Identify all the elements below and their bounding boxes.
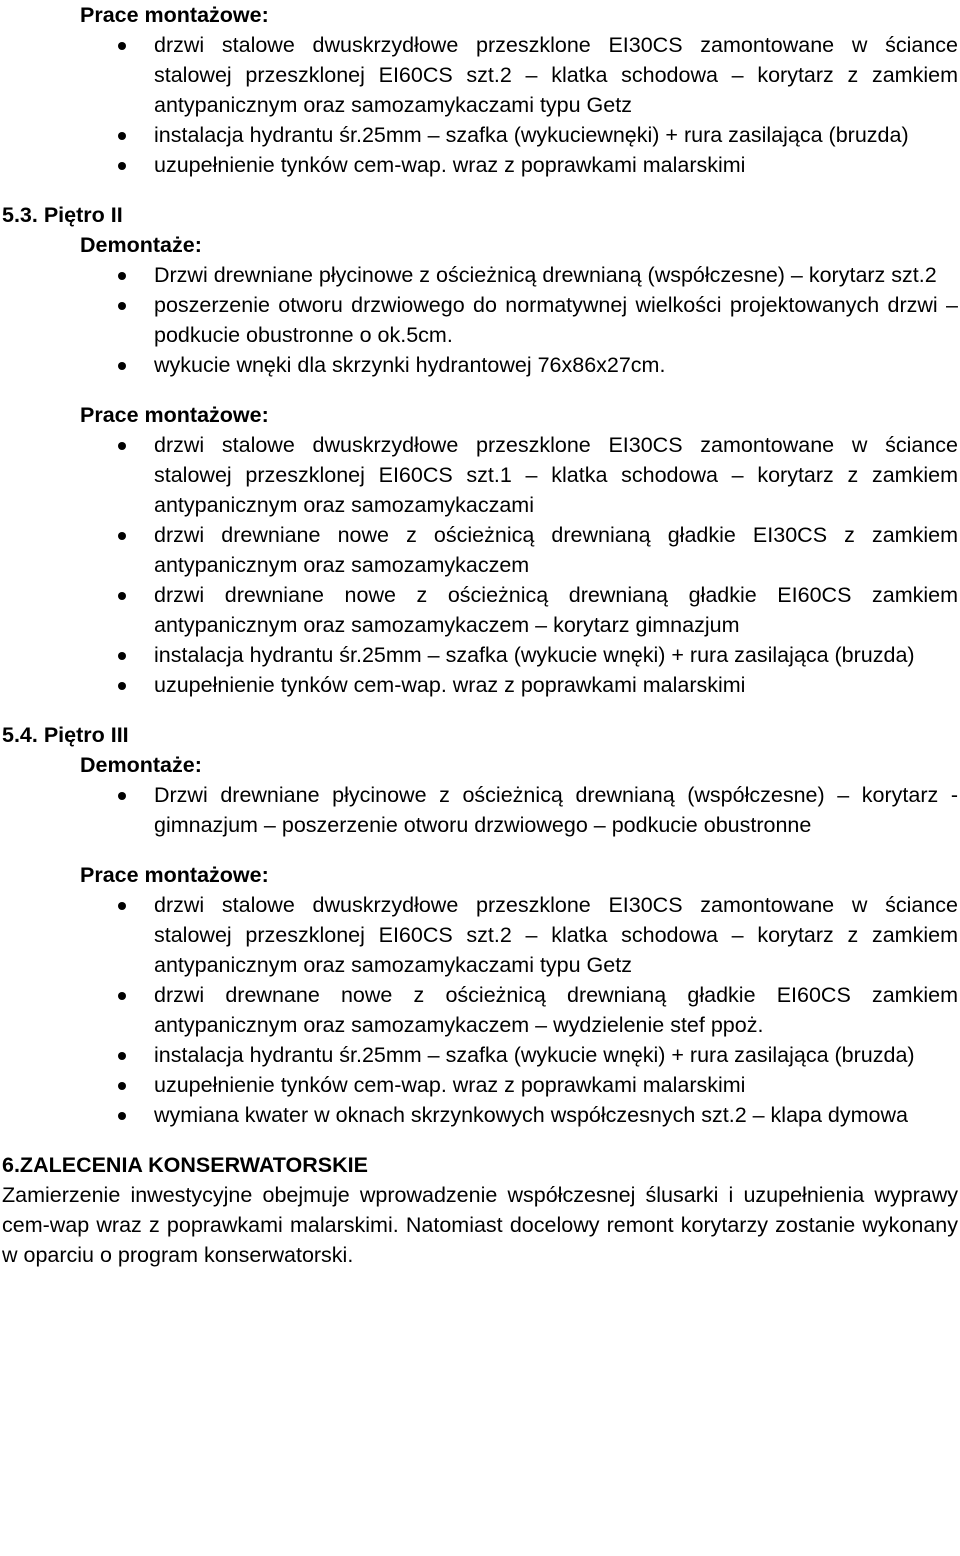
section-5-3-demontaze-list: [0, 260, 960, 380]
spacer: [0, 700, 960, 720]
list-item: drzwi drewnane nowe z ościeżnicą drewnianą gładkie EI60CS zamkiem antypanicznym oraz samozamykaczem – wydzielenie stef ppoż.: [154, 980, 958, 1040]
list-item: wykucie wnęki dla skrzynki hydrantowej 76x86x27cm.: [154, 350, 958, 380]
section-5-4-montazowe-list: [0, 890, 960, 1130]
list-item: drzwi drewniane nowe z ościeżnicą drewnianą gładkie EI60CS zamkiem antypanicznym oraz samozamykaczem – korytarz gimnazjum: [154, 580, 958, 640]
list-item: instalacja hydrantu śr.25mm – szafka (wykucie wnęki) + rura zasilająca (bruzda): [154, 640, 958, 670]
list-item: instalacja hydrantu śr.25mm – szafka (wykucie wnęki) + rura zasilająca (bruzda): [154, 1040, 958, 1070]
block1-list: [0, 30, 960, 180]
list-item: drzwi stalowe dwuskrzydłowe przeszklone EI30CS zamontowane w ściance stalowej przeszklonej EI60CS szt.1 – klatka schodowa – korytarz z zamkiem antypanicznym oraz samozamykaczami: [154, 430, 958, 520]
list-item: uzupełnienie tynków cem-wap. wraz z poprawkami malarskimi: [154, 150, 958, 180]
list-item: instalacja hydrantu śr.25mm – szafka (wykuciewnęki) + rura zasilająca (bruzda): [154, 120, 958, 150]
section-6-title: 6.ZALECENIA KONSERWATORSKIE: [2, 1153, 368, 1177]
section-6-paragraph: Zamierzenie inwestycyjne obejmuje wprowadzenie współczesnej ślusarki i uzupełnienia wyprawy cem-wap wraz z poprawkami malarskimi. Natomiast docelowy remont korytarzy zostanie wykonany w oparciu o program konserwatorski.: [2, 1183, 958, 1267]
list-item: uzupełnienie tynków cem-wap. wraz z poprawkami malarskimi: [154, 1070, 958, 1100]
spacer: [0, 1130, 960, 1150]
list-item: Drzwi drewniane płycinowe z ościeżnicą drewnianą (współczesne) – korytarz szt.2: [154, 260, 958, 290]
section-5-3-title: 5.3. Piętro II: [2, 203, 123, 227]
list-item: drzwi drewniane nowe z ościeżnicą drewnianą gładkie EI30CS z zamkiem antypanicznym oraz samozamykaczem: [154, 520, 958, 580]
list-item: drzwi stalowe dwuskrzydłowe przeszklone EI30CS zamontowane w ściance stalowej przeszklonej EI60CS szt.2 – klatka schodowa – korytarz z zamkiem antypanicznym oraz samozamykaczami typu Getz: [154, 890, 958, 980]
list-item: poszerzenie otworu drzwiowego do normatywnej wielkości projektowanych drzwi – podkucie obustronne o ok.5cm.: [154, 290, 958, 350]
section-5-4-montazowe-heading: Prace montażowe:: [80, 863, 269, 887]
section-5-4-title: 5.4. Piętro III: [2, 723, 129, 747]
block1-heading: Prace montażowe:: [80, 3, 269, 27]
spacer: [0, 180, 960, 200]
section-5-4-demontaze-heading: Demontaże:: [80, 753, 202, 777]
spacer: [0, 840, 960, 860]
list-item: uzupełnienie tynków cem-wap. wraz z poprawkami malarskimi: [154, 670, 958, 700]
list-item: Drzwi drewniane płycinowe z ościeżnicą drewnianą (współczesne) – korytarz - gimnazjum – poszerzenie otworu drzwiowego – podkucie obustronne: [154, 780, 958, 840]
section-5-3-montazowe-list: [0, 430, 960, 700]
section-5-4-demontaze-list: [0, 780, 960, 840]
list-item: drzwi stalowe dwuskrzydłowe przeszklone EI30CS zamontowane w ściance stalowej przeszklonej EI60CS szt.2 – klatka schodowa – korytarz z zamkiem antypanicznym oraz samozamykaczami typu Getz: [154, 30, 958, 120]
section-5-3-demontaze-heading: Demontaże:: [80, 233, 202, 257]
list-item: wymiana kwater w oknach skrzynkowych współczesnych szt.2 – klapa dymowa: [154, 1100, 958, 1130]
section-5-3-montazowe-heading: Prace montażowe:: [80, 403, 269, 427]
spacer: [0, 380, 960, 400]
